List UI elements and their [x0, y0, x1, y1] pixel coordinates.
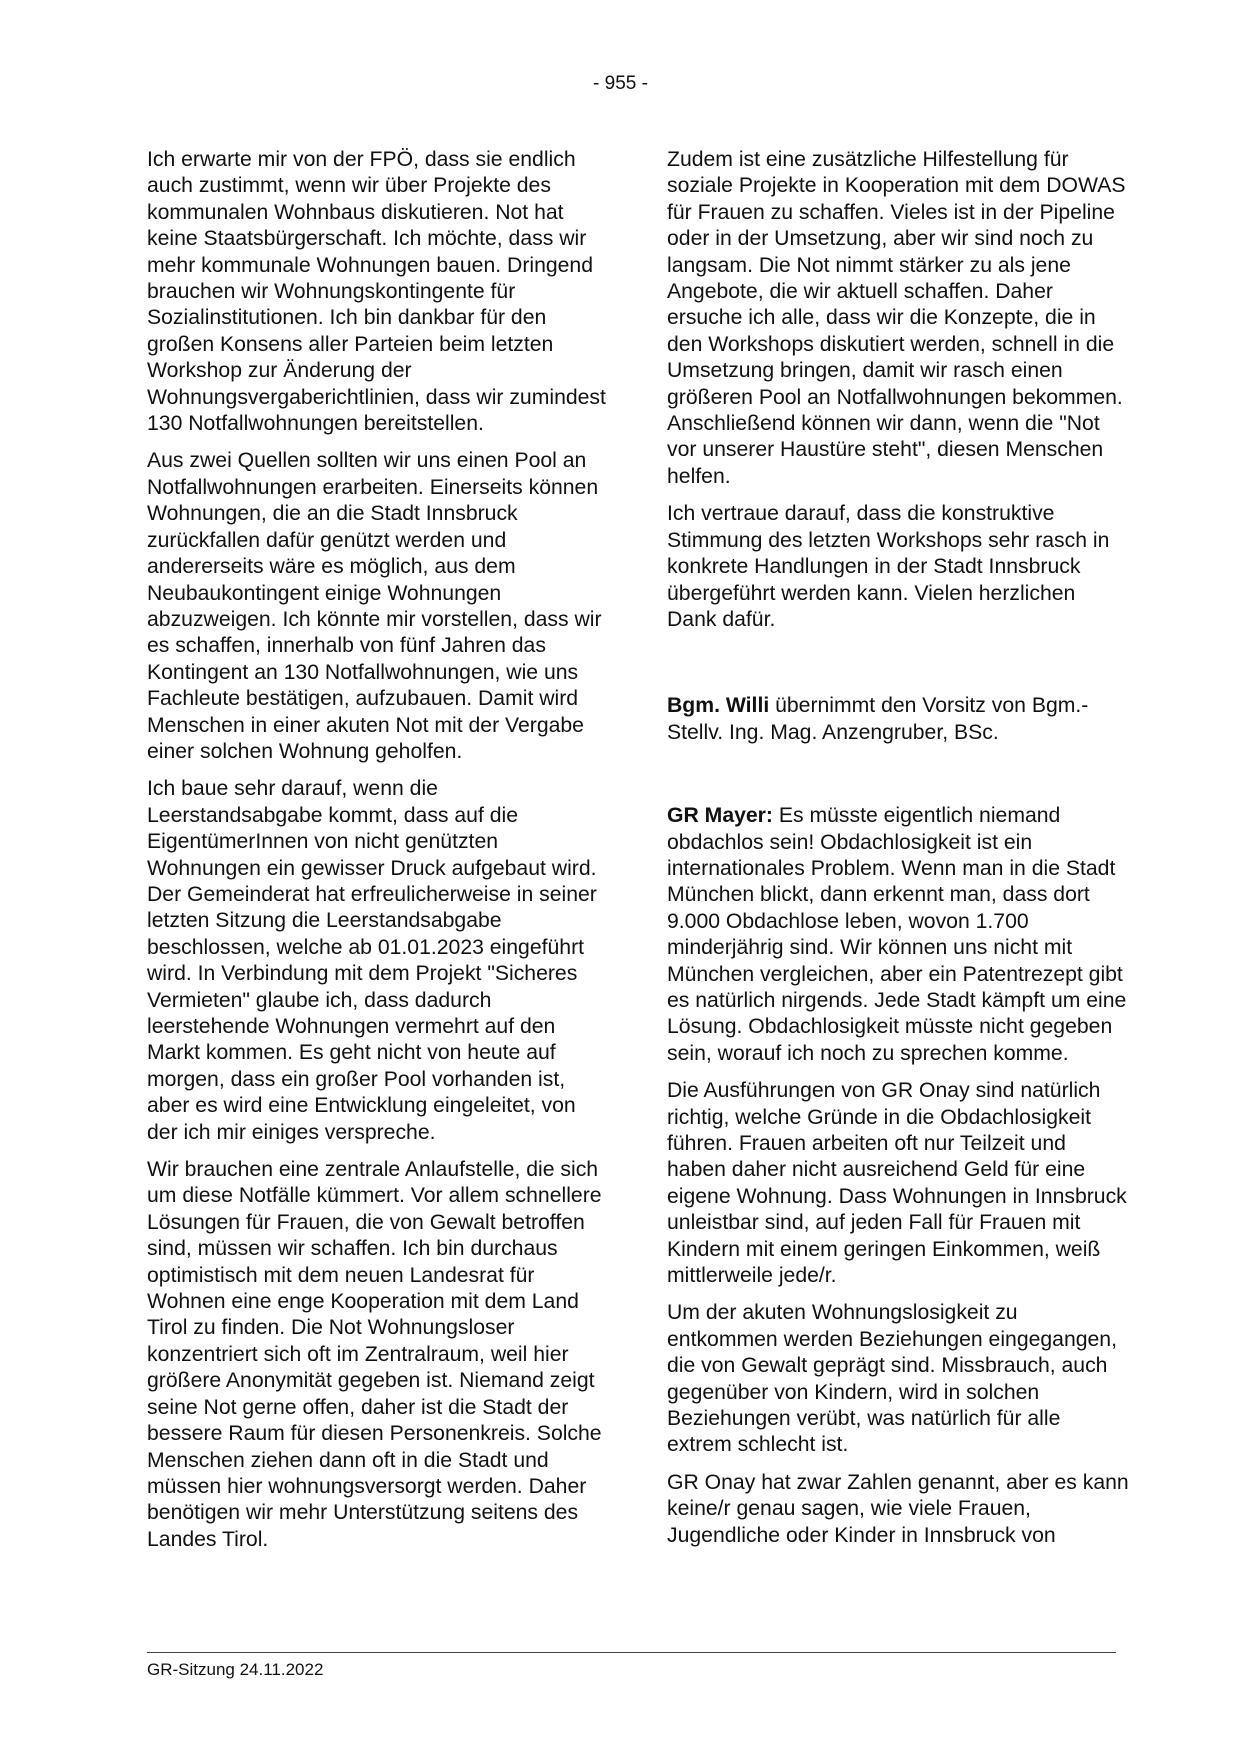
paragraph: GR Onay hat zwar Zahlen genannt, aber es kann keine/r genau sagen, wie viele Frauen, Jugendliche oder Kinder in Innsbruck von — [667, 1470, 1129, 1547]
paragraph: Wir brauchen eine zentrale Anlaufstelle, die sich um diese Notfälle kümmert. Vor allem schnellere Lösungen für Frauen, die von Gewalt betroffen sind, müssen wir schaffen. Ich bin durchaus optimistisch mit dem neuen Landesrat für Wohnen eine enge Kooperation mit dem Land Tirol zu finden. Die Not Wohnungsloser konzentriert sich oft im Zentralraum, weil hier größere Anonymität gegeben ist. Niemand zeigt seine Not gerne offen, daher ist die Stadt der bessere Raum für diesen Personenkreis. Solche Menschen ziehen dann oft in die Stadt und müssen hier wohnungsversorgt werden. Daher benötigen wir mehr Unterstützung seitens des Landes Tirol. — [147, 1158, 602, 1551]
paragraph: Die Ausführungen von GR Onay sind natürlich richtig, welche Gründe in die Obdachlosigkeit führen. Frauen arbeiten oft nur Teilzeit und haben daher nicht ausreichend Geld für eine eigene Wohnung. Dass Wohnungen in Innsbruck unleistbar sind, auf jeden Fall für Frauen mit Kindern mit einem geringen Einkommen, weiß mittlerweile jede/r. — [667, 1079, 1127, 1288]
paragraph: Ich erwarte mir von der FPÖ, dass sie endlich auch zustimmt, wenn wir über Projekte des kommunalen Wohnbaus diskutieren. Not hat keine Staatsbürgerschaft. Ich möchte, dass wir mehr kommunale Wohnungen bauen. Dringend brauchen wir Wohnungskontingente für Sozialinstitutionen. Ich bin dankbar für den großen Konsens aller Parteien beim letzten Workshop zur Änderung der Wohnungsvergaberichtlinien, dass wir zumindest 130 Notfallwohnungen bereitstellen. — [147, 148, 606, 436]
speech-text: Es müsste eigentlich niemand obdachlos sein! Obdachlosigkeit ist ein internationales Problem. Wenn man in die Stadt München blickt, dann erkennt man, dass dort 9.000 Obdachlose leben, wovon 1.700 minderjährig sind. Wir können uns nicht mit München vergleichen, aber ein Patentrezept gibt es natürlich nirgends. Jede Stadt kämpft um eine Lösung. Obdachlosigkeit müsste nicht gegeben sein, worauf ich noch zu sprechen komme. — [667, 804, 1127, 1065]
right-column — [667, 147, 1129, 1560]
paragraph: Aus zwei Quellen sollten wir uns einen Pool an Notfallwohnungen erarbeiten. Einerseits können Wohnungen, die an die Stadt Innsbruck zurückfallen dafür genützt werden und andererseits wäre es möglich, aus dem Neubaukontingent einige Wohnungen abzuzweigen. Ich könnte mir vorstellen, dass wir es schaffen, innerhalb von fünf Jahren das Kontingent an 130 Notfallwohnungen, wie uns Fachleute bestätigen, aufzubauen. Damit wird Menschen in einer akuten Not mit der Vergabe einer solchen Wohnung geholfen. — [147, 449, 602, 763]
chair-change-note — [667, 693, 1129, 746]
paragraph: Ich vertraue darauf, dass die konstruktive Stimmung des letzten Workshops sehr rasch in konkrete Handlungen in der Stadt Innsbruck übergeführt werden kann. Vielen herzlichen Dank dafür. — [667, 502, 1110, 631]
footer-session-date: GR-Sitzung 24.11.2022 — [147, 1660, 324, 1679]
paragraph: Zudem ist eine zusätzliche Hilfestellung für soziale Projekte in Kooperation mit dem DOWAS für Frauen zu schaffen. Vieles ist in der Pipeline oder in der Umsetzung, aber wir sind noch zu langsam. Die Not nimmt stärker zu als jene Angebote, die wir aktuell schaffen. Daher ersuche ich alle, dass wir die Konzepte, die in den Workshops diskutiert werden, schnell in die Umsetzung bringen, damit wir rasch einen größeren Pool an Notfallwohnungen bekommen. Anschließend können wir dann, wenn die "Not vor unserer Haustüre steht", diesen Menschen helfen. — [667, 148, 1126, 488]
left-column — [147, 147, 609, 1564]
speech-gr-mayer — [667, 803, 1129, 1067]
note-text: übernimmt den Vorsitz von Bgm.-Stellv. Ing. Mag. Anzengruber, BSc. — [667, 694, 1089, 744]
paragraph: Um der akuten Wohnungslosigkeit zu entkommen werden Beziehungen eingegangen, die von Gewalt geprägt sind. Missbrauch, auch gegenüber von Kindern, wird in solchen Beziehungen verübt, was natürlich für alle extrem schlecht ist. — [667, 1301, 1117, 1457]
paragraph: Ich baue sehr darauf, wenn die Leerstandsabgabe kommt, dass auf die EigentümerInnen von nicht genützten Wohnungen ein gewisser Druck aufgebaut wird. Der Gemeinderat hat erfreulicherweise in seiner letzten Sitzung die Leerstandsabgabe beschlossen, welche ab 01.01.2023 eingeführt wird. In Verbindung mit dem Projekt "Sicheres Vermieten" glaube ich, dass dadurch leerstehende Wohnungen vermehrt auf den Markt kommen. Es geht nicht von heute auf morgen, dass ein großer Pool vorhanden ist, aber es wird eine Entwicklung eingeleitet, von der ich mir einiges verspreche. — [147, 777, 597, 1144]
speaker-name: GR Mayer: — [667, 804, 773, 828]
page-number: - 955 - — [593, 73, 648, 94]
speaker-name: Bgm. Willi — [667, 694, 770, 718]
footer-divider — [147, 1652, 1116, 1653]
